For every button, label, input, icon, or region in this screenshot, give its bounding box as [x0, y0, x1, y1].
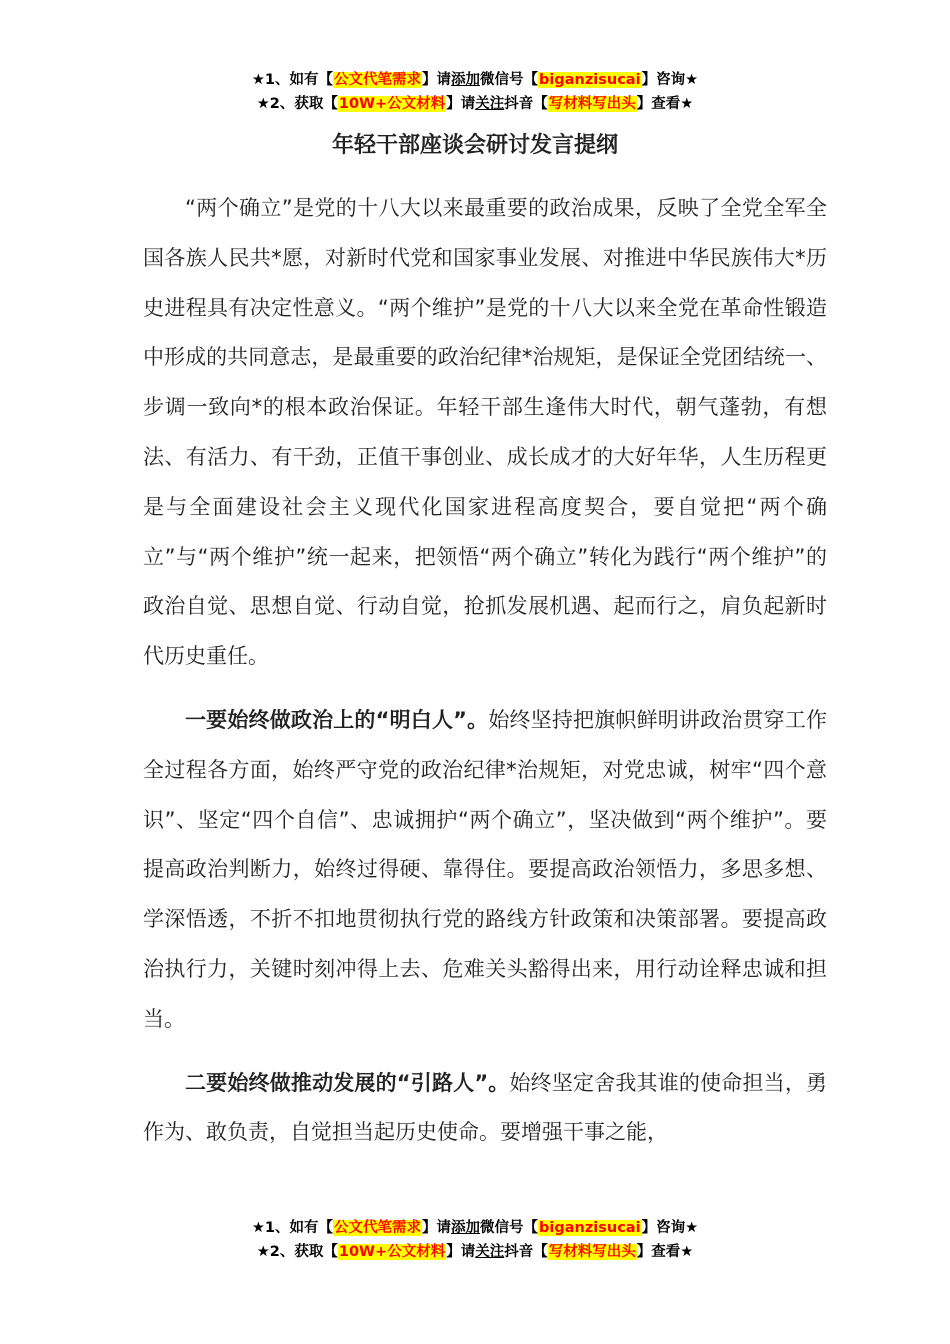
- highlight-douyin-account: 写材料写出头: [548, 96, 636, 112]
- banner-line-1: [0, 1216, 950, 1240]
- highlight-wechat-id: biganzisucai: [539, 1220, 641, 1236]
- paragraph-text: 始终坚定舍我其谁的使命担当，勇作为、敢负责，自觉担当起历史使命。要增强干事之能，: [143, 1070, 827, 1145]
- banner-text: 】请: [422, 1220, 452, 1236]
- header-banner: [0, 68, 950, 116]
- banner-underlined-text: 添加: [451, 1220, 481, 1236]
- banner-text: 】查看★: [636, 96, 694, 112]
- paragraph-point-2: [143, 1059, 827, 1159]
- banner-text: ★2、获取【: [256, 1244, 338, 1260]
- document-title: 年轻干部座谈会研讨发言提纲: [331, 133, 618, 158]
- highlight-service: 公文代笔需求: [334, 72, 422, 88]
- banner-text: 抖音【: [504, 1244, 548, 1260]
- highlight-service: 公文代笔需求: [334, 1220, 422, 1236]
- banner-line-1: [0, 68, 950, 92]
- banner-text: 】咨询★: [641, 1220, 699, 1236]
- paragraph-text: “两个确立”是党的十八大以来最重要的政治成果，反映了全党全军全国各族人民共*愿，对新时代党和国家事业发展、对推进中华民族伟大*历史进程具有决定性意义。“两个维护”是党的十八大以来全党在革命性锻造中形成的共同意志，是最重要的政治纪律*治规矩，是保证全党团结统一、步调一致向*的根本政治保证。年轻干部生逢伟大时代，朝气蓬勃，有想法、有活力、有干劲，正值干事创业、成长成才的大好年华，人生历程更是与全面建设社会主义现代化国家进程高度契合，要自觉把“两个确立”与“两个维护”统一起来，把领悟“两个确立”转化为践行“两个维护”的政治自觉、思想自觉、行动自觉，抢抓发展机遇、起而行之，肩负起新时代历史重任。: [143, 196, 827, 669]
- highlight-douyin-account: 写材料写出头: [548, 1244, 636, 1260]
- highlight-wechat-id: biganzisucai: [539, 72, 641, 88]
- banner-text: 抖音【: [504, 96, 548, 112]
- banner-text: 】请: [446, 96, 476, 112]
- paragraph-lead: 二要始终做推动发展的“引路人”。: [185, 1070, 510, 1095]
- paragraph-point-1: [143, 696, 827, 1045]
- banner-underlined-text: 添加: [451, 72, 481, 88]
- highlight-materials: 10W+公文材料: [338, 1244, 446, 1260]
- banner-line-2: [0, 92, 950, 116]
- banner-text: ★1、如有【: [251, 1220, 334, 1236]
- banner-text: 微信号【: [480, 1220, 539, 1236]
- banner-text: ★1、如有【: [251, 72, 334, 88]
- banner-text: 】查看★: [636, 1244, 694, 1260]
- banner-underlined-text: 关注: [475, 96, 505, 112]
- paragraph-lead: 一要始终做政治上的“明白人”。: [185, 707, 489, 732]
- banner-text: 】咨询★: [641, 72, 699, 88]
- paragraph-intro: [143, 184, 827, 682]
- banner-text: ★2、获取【: [256, 96, 338, 112]
- banner-text: 】请: [446, 1244, 476, 1260]
- paragraph-text: 始终坚持把旗帜鲜明讲政治贯穿工作全过程各方面，始终严守党的政治纪律*治规矩，对党忠诚，树牢“四个意识”、坚定“四个自信”、忠诚拥护“两个确立”，坚决做到“两个维护”。要提高政治判断力，始终过得硬、靠得住。要提高政治领悟力，多思多想、学深悟透，不折不扣地贯彻执行党的路线方针政策和决策部署。要提高政治执行力，关键时刻冲得上去、危难关头豁得出来，用行动诠释忠诚和担当。: [143, 707, 828, 1031]
- banner-underlined-text: 关注: [475, 1244, 505, 1260]
- banner-line-2: [0, 1240, 950, 1264]
- banner-text: 微信号【: [480, 72, 539, 88]
- footer-banner: [0, 1216, 950, 1264]
- document-body: [143, 184, 827, 1172]
- highlight-materials: 10W+公文材料: [338, 96, 446, 112]
- banner-text: 】请: [422, 72, 452, 88]
